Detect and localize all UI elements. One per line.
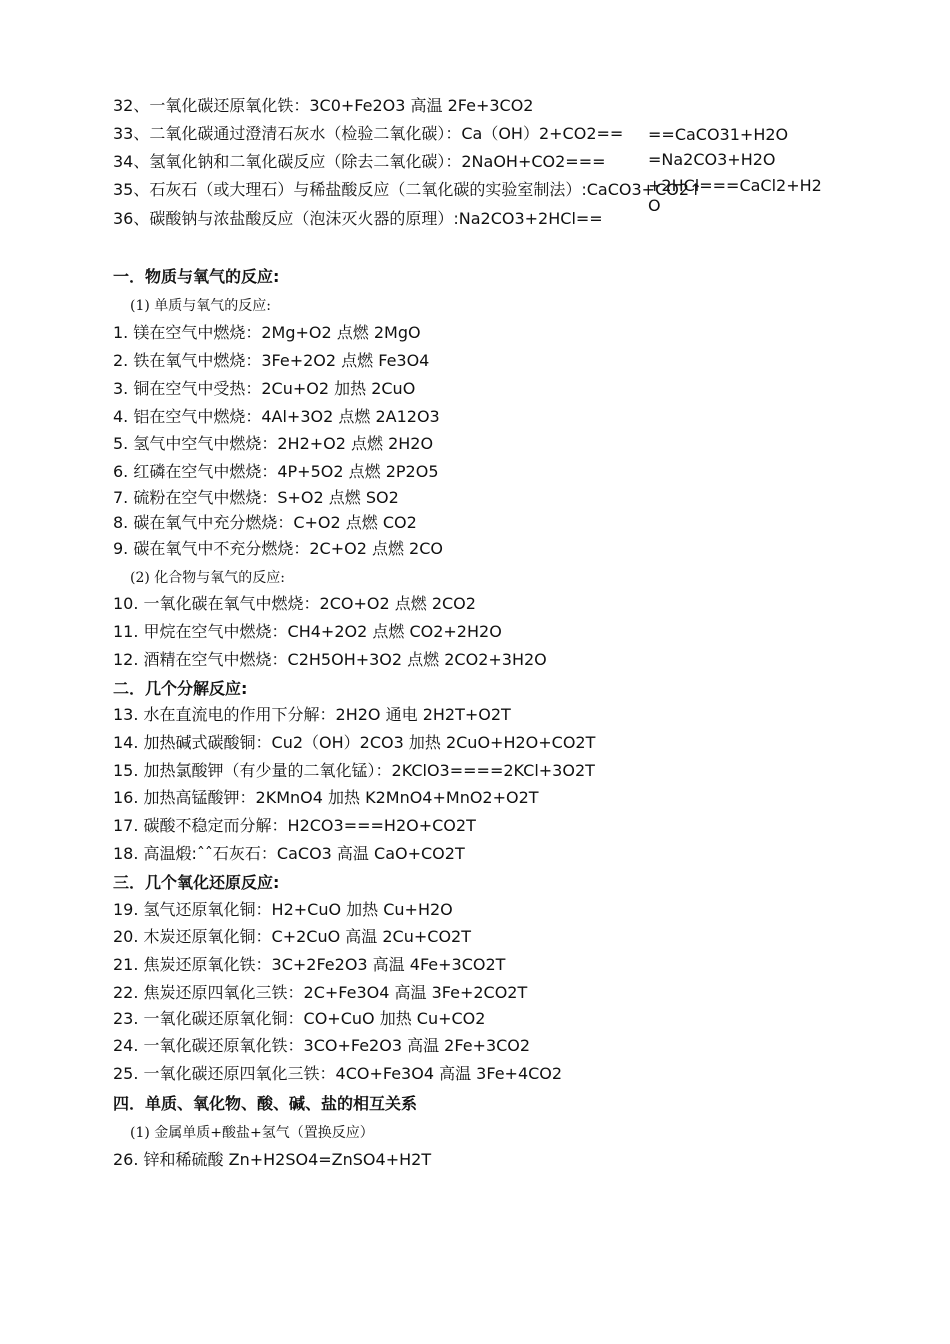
list-item: 24. 一氧化碳还原氧化铁：3CO+Fe2O3 高温 2Fe+3CO2	[113, 1036, 531, 1055]
list-item: 26. 锌和稀硫酸 Zn+H2SO4=ZnSO4+H2T	[113, 1150, 432, 1169]
equation-line-32: 32、一氧化碳还原氧化铁：3C0+Fe2O3 高温 2Fe+3CO2	[113, 96, 534, 115]
list-item: 16. 加热高锰酸钾：2KMnO4 加热 K2MnO4+MnO2+O2T	[113, 788, 539, 807]
list-item: 7. 硫粉在空气中燃烧：S+O2 点燃 SO2	[113, 488, 399, 507]
list-item: 2. 铁在氧气中燃烧：3Fe+2O2 点燃 Fe3O4	[113, 351, 430, 370]
section-heading-oxygen: 一．物质与氧气的反应:	[113, 267, 280, 286]
list-item: 11. 甲烷在空气中燃烧：CH4+2O2 点燃 CO2+2H2O	[113, 622, 502, 641]
list-item: 22. 焦炭还原四氧化三铁：2C+Fe3O4 高温 3Fe+2CO2T	[113, 983, 528, 1002]
list-item: 5. 氢气中空气中燃烧：2H2+O2 点燃 2H2O	[113, 434, 434, 453]
side-text-3: +2HCl===CaCl2+H2	[648, 176, 822, 195]
equation-line-35: 35、石灰石（或大理石）与稀盐酸反应（二氧化碳的实验室制法）:CaCO3+CO2↑	[113, 180, 703, 199]
list-item: 20. 木炭还原氧化铜：C+2CuO 高温 2Cu+CO2T	[113, 927, 471, 946]
list-item: 9. 碳在氧气中不充分燃烧：2C+O2 点燃 2CO	[113, 539, 444, 558]
subheading-metal-acid: (1) 金属单质+酸盐+氢气（置换反应）	[130, 1125, 374, 1141]
equation-line-33: 33、二氧化碳通过澄清石灰水（检验二氧化碳）：Ca（OH）2+CO2==	[113, 124, 624, 143]
list-item: 8. 碳在氧气中充分燃烧：C+O2 点燃 CO2	[113, 513, 417, 532]
list-item: 12. 酒精在空气中燃烧：C2H5OH+3O2 点燃 2CO2+3H2O	[113, 650, 547, 669]
list-item: 23. 一氧化碳还原氧化铜：CO+CuO 加热 Cu+CO2	[113, 1009, 486, 1028]
list-item: 3. 铜在空气中受热：2Cu+O2 加热 2CuO	[113, 379, 416, 398]
list-item: 10. 一氧化碳在氧气中燃烧：2CO+O2 点燃 2CO2	[113, 594, 476, 613]
equation-line-36: 36、碳酸钠与浓盐酸反应（泡沫灭火器的原理）:Na2CO3+2HCl==	[113, 209, 603, 228]
list-item: 6. 红磷在空气中燃烧：4P+5O2 点燃 2P2O5	[113, 462, 439, 481]
section-heading-redox: 三．几个氧化还原反应:	[113, 873, 280, 892]
side-text-4: O	[648, 196, 661, 215]
list-item: 18. 高温煅:ˆˆ石灰石：CaCO3 高温 CaO+CO2T	[113, 844, 465, 863]
list-item: 14. 加热碱式碳酸铜：Cu2（OH）2CO3 加热 2CuO+H2O+CO2T	[113, 733, 596, 752]
equation-line-34: 34、氢氧化钠和二氧化碳反应（除去二氧化碳）：2NaOH+CO2===	[113, 152, 606, 171]
section-heading-relations: 四．单质、氧化物、酸、碱、盐的相互关系	[113, 1094, 418, 1113]
list-item: 25. 一氧化碳还原四氧化三铁：4CO+Fe3O4 高温 3Fe+4CO2	[113, 1064, 563, 1083]
subheading-compounds-oxygen: (2) 化合物与氧气的反应:	[130, 570, 285, 586]
list-item: 13. 水在直流电的作用下分解：2H2O 通电 2H2T+O2T	[113, 705, 511, 724]
list-item: 21. 焦炭还原氧化铁：3C+2Fe2O3 高温 4Fe+3CO2T	[113, 955, 506, 974]
side-text-1: ==CaCO31+H2O	[648, 125, 789, 144]
side-text-2: =Na2CO3+H2O	[648, 150, 776, 169]
list-item: 15. 加热氯酸钾（有少量的二氧化锰）：2KClO3====2KCl+3O2T	[113, 761, 595, 780]
list-item: 4. 铝在空气中燃烧：4Al+3O2 点燃 2A12O3	[113, 407, 440, 426]
list-item: 19. 氢气还原氧化铜：H2+CuO 加热 Cu+H2O	[113, 900, 453, 919]
list-item: 1. 镁在空气中燃烧：2Mg+O2 点燃 2MgO	[113, 323, 421, 342]
subheading-elements-oxygen: (1) 单质与氧气的反应:	[130, 298, 271, 314]
list-item: 17. 碳酸不稳定而分解：H2CO3===H2O+CO2T	[113, 816, 476, 835]
section-heading-decomposition: 二．几个分解反应:	[113, 679, 248, 698]
